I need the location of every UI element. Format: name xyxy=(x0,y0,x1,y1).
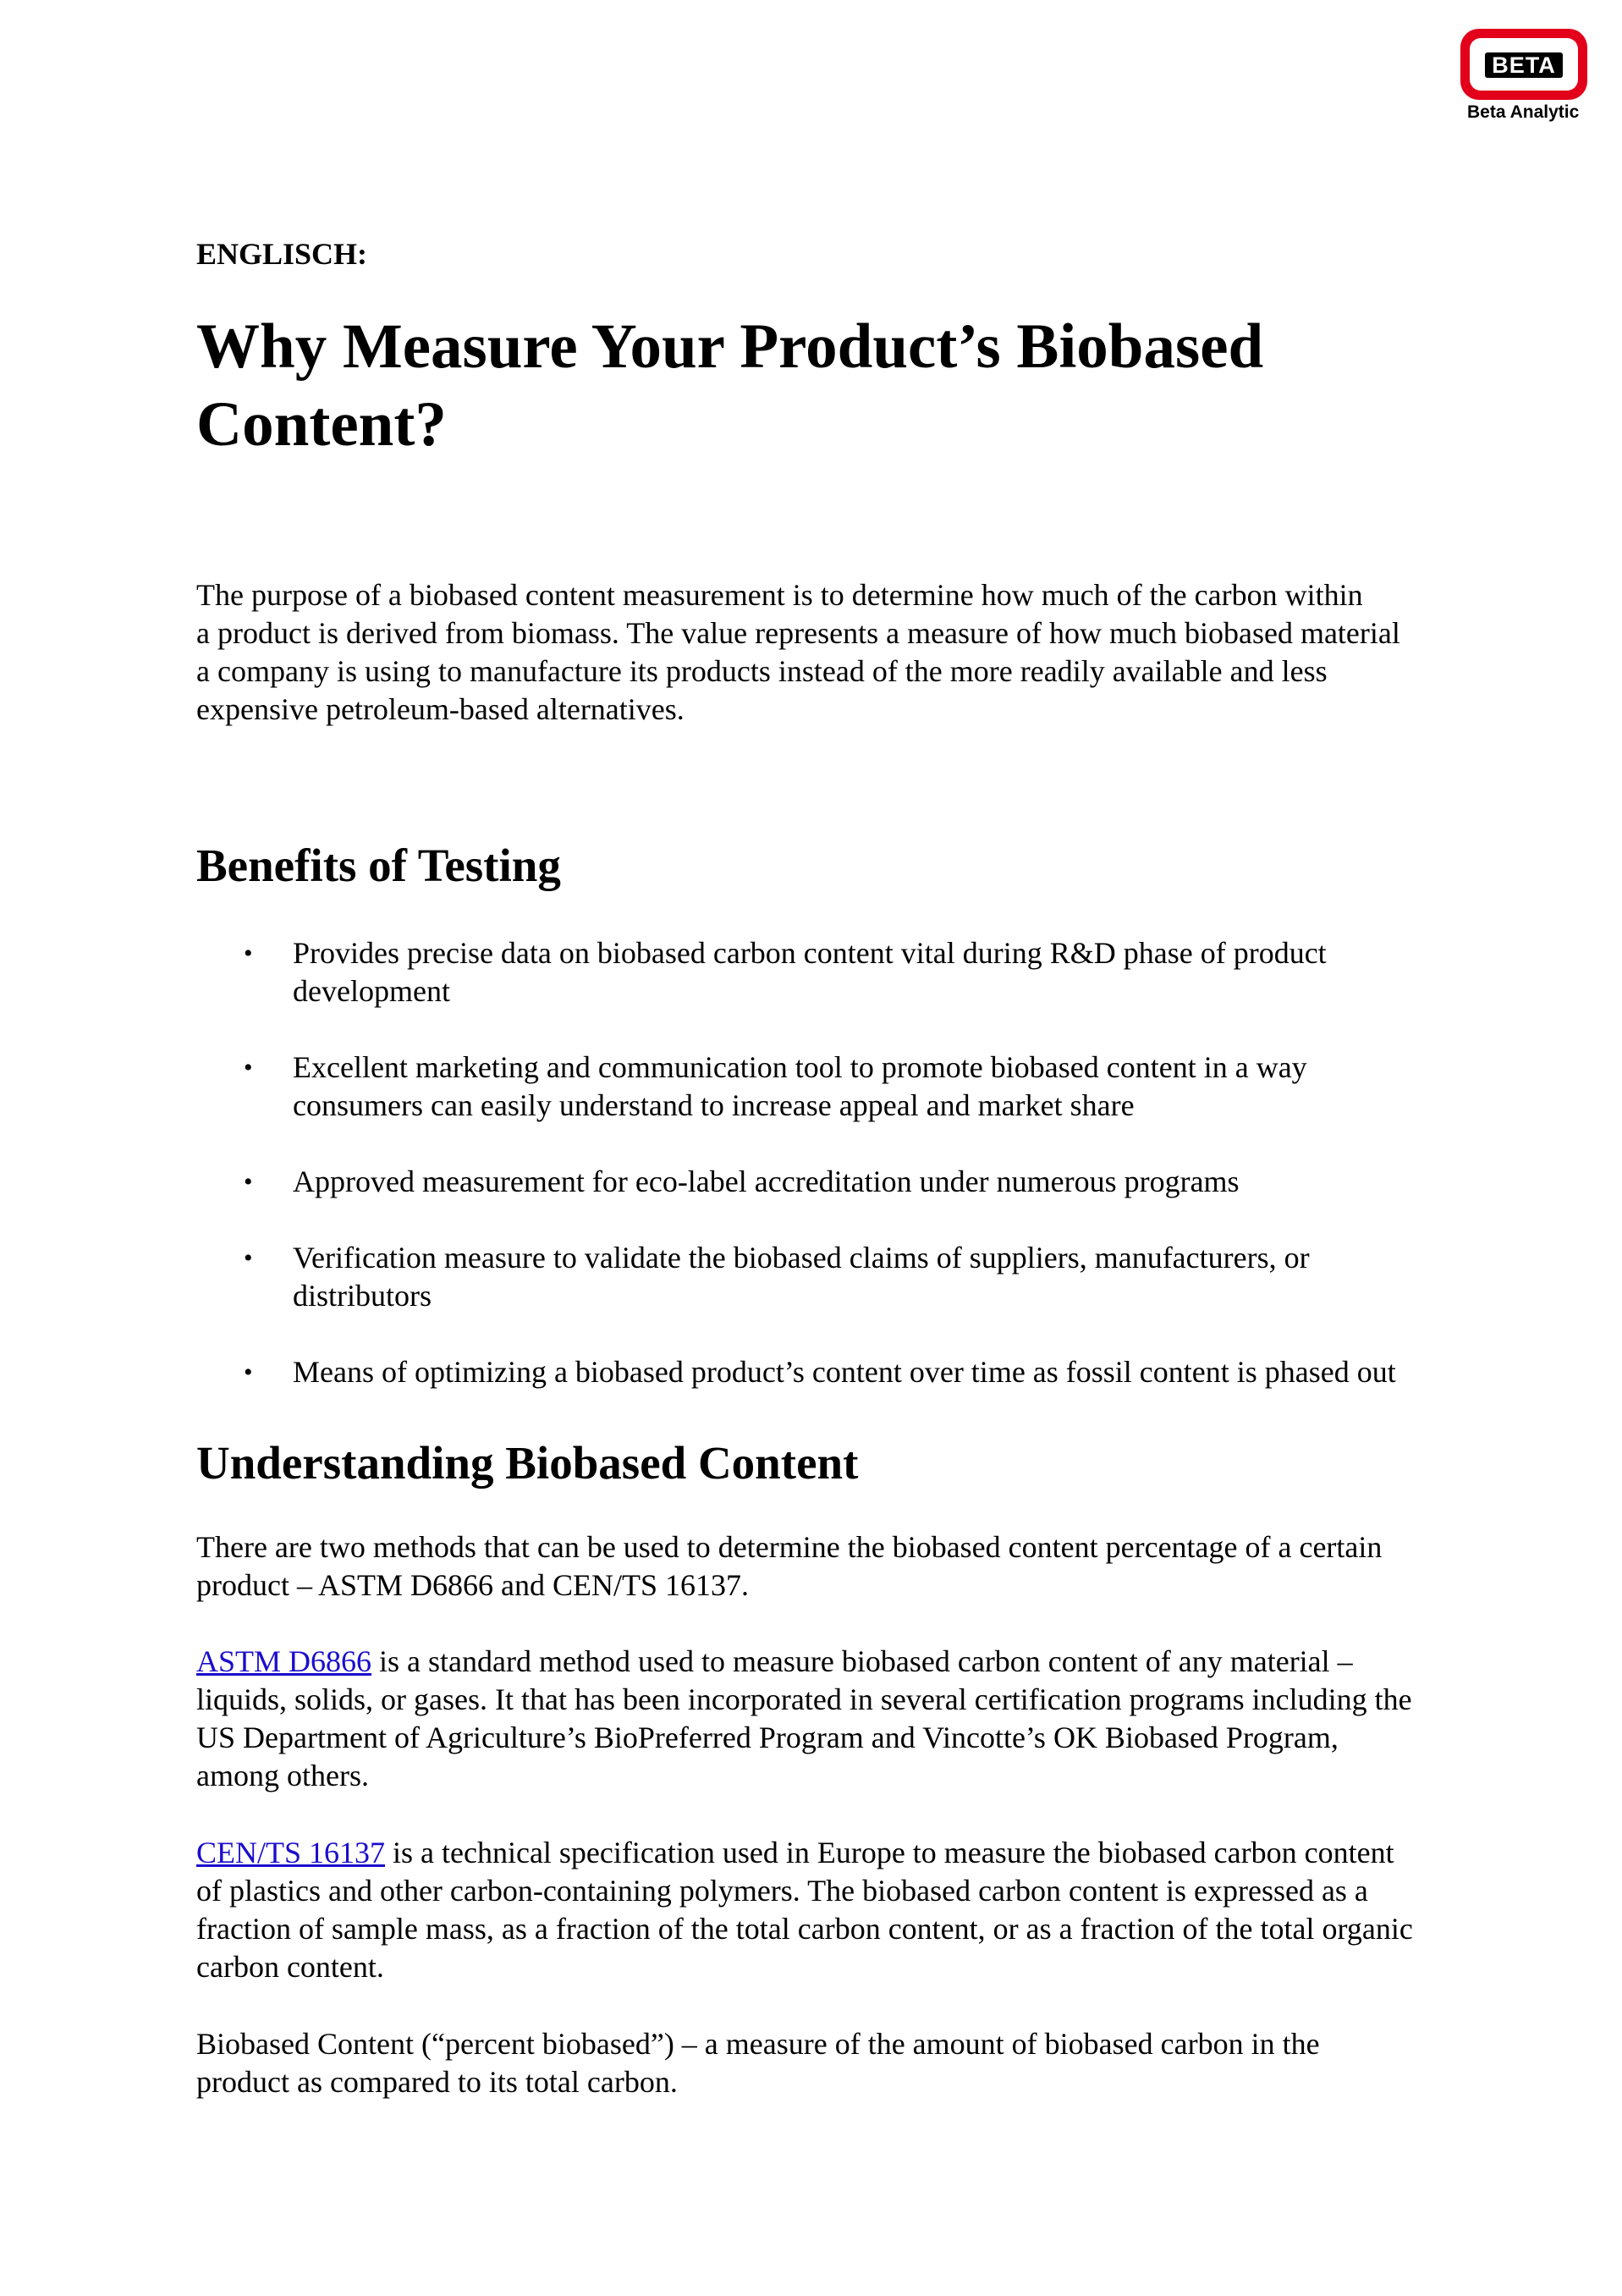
definition-line-1: Biobased Content (“percent biobased”) – a measure of the amount of biobased carbon in the xyxy=(196,2027,1320,2061)
logo-wordmark: BETA xyxy=(1485,52,1563,78)
logo-badge-inner xyxy=(1470,38,1578,91)
astm-line-1: is a standard method used to measure biobased carbon content of any material – xyxy=(371,1644,1353,1678)
bullet-icon: • xyxy=(244,939,253,967)
benefit-line: Excellent marketing and communication tool to promote biobased content in a way xyxy=(293,1050,1307,1084)
bullet-icon: • xyxy=(244,1244,253,1272)
benefit-line: Approved measurement for eco-label accreditation under numerous programs xyxy=(293,1165,1240,1198)
cen-line-4: carbon content. xyxy=(196,1950,384,1984)
cen-line-3: fraction of sample mass, as a fraction of the total carbon content, or as a fraction of the total organic xyxy=(196,1912,1413,1946)
logo-caption: Beta Analytic xyxy=(1467,102,1580,122)
page-title xyxy=(196,308,1449,464)
intro-line-1: The purpose of a biobased content measurement is to determine how much of the carbon within xyxy=(196,578,1363,612)
benefit-item xyxy=(196,934,1516,1010)
bullet-icon: • xyxy=(244,1054,253,1082)
astm-line-2: liquids, solids, or gases. It that has been incorporated in several certification programs including the xyxy=(196,1682,1412,1716)
bullet-icon: • xyxy=(244,1358,253,1386)
intro-line-4: expensive petroleum-based alternatives. xyxy=(196,692,685,726)
bullet-icon: • xyxy=(244,1168,253,1196)
logo-badge xyxy=(1460,29,1587,100)
methods-paragraph xyxy=(196,1528,1516,1605)
intro-line-2: a product is derived from biomass. The value represents a measure of how much biobased material xyxy=(196,616,1400,650)
understanding-heading: Understanding Biobased Content xyxy=(196,1437,859,1489)
intro-line-3: a company is using to manufacture its products instead of the more readily available and less xyxy=(196,654,1328,688)
page-title-line-1: Why Measure Your Product’s Biobased xyxy=(196,311,1264,382)
methods-line-2: product – ASTM D6866 and CEN/TS 16137. xyxy=(196,1568,749,1602)
benefits-list xyxy=(196,934,1516,1429)
cen-line-1: is a technical specification used in Europe to measure the biobased carbon content xyxy=(385,1836,1394,1869)
benefit-item xyxy=(196,1049,1516,1125)
cen-ts-16137-link[interactable]: CEN/TS 16137 xyxy=(196,1836,386,1869)
page-title-line-2: Content? xyxy=(196,389,447,460)
benefit-line: development xyxy=(293,974,450,1008)
benefit-line: consumers can easily understand to increase appeal and market share xyxy=(293,1088,1135,1122)
beta-analytic-logo xyxy=(1460,29,1596,130)
benefit-item xyxy=(196,1239,1516,1315)
benefit-line: distributors xyxy=(293,1279,432,1313)
benefits-heading: Benefits of Testing xyxy=(196,840,561,891)
astm-d6866-link[interactable]: ASTM D6866 xyxy=(196,1644,372,1678)
methods-line-1: There are two methods that can be used to determine the biobased content percentage of a certain xyxy=(196,1530,1383,1564)
intro-paragraph xyxy=(196,576,1516,729)
benefit-item xyxy=(196,1353,1516,1391)
astm-line-4: among others. xyxy=(196,1759,369,1792)
benefit-line: Means of optimizing a biobased product’s content over time as fossil content is phased out xyxy=(293,1355,1396,1389)
definition-paragraph xyxy=(196,2025,1516,2101)
benefit-line: Verification measure to validate the biobased claims of suppliers, manufacturers, or xyxy=(293,1241,1310,1275)
benefit-item xyxy=(196,1163,1516,1201)
astm-paragraph xyxy=(196,1643,1516,1795)
language-label: ENGLISCH: xyxy=(196,237,368,271)
cen-paragraph xyxy=(196,1834,1516,1986)
benefit-line: Provides precise data on biobased carbon content vital during R&D phase of product xyxy=(293,936,1327,970)
cen-line-2: of plastics and other carbon-containing polymers. The biobased carbon content is expressed as a xyxy=(196,1874,1368,1908)
definition-line-2: product as compared to its total carbon. xyxy=(196,2065,678,2099)
astm-line-3: US Department of Agriculture’s BioPreferred Program and Vincotte’s OK Biobased Program, xyxy=(196,1721,1339,1754)
